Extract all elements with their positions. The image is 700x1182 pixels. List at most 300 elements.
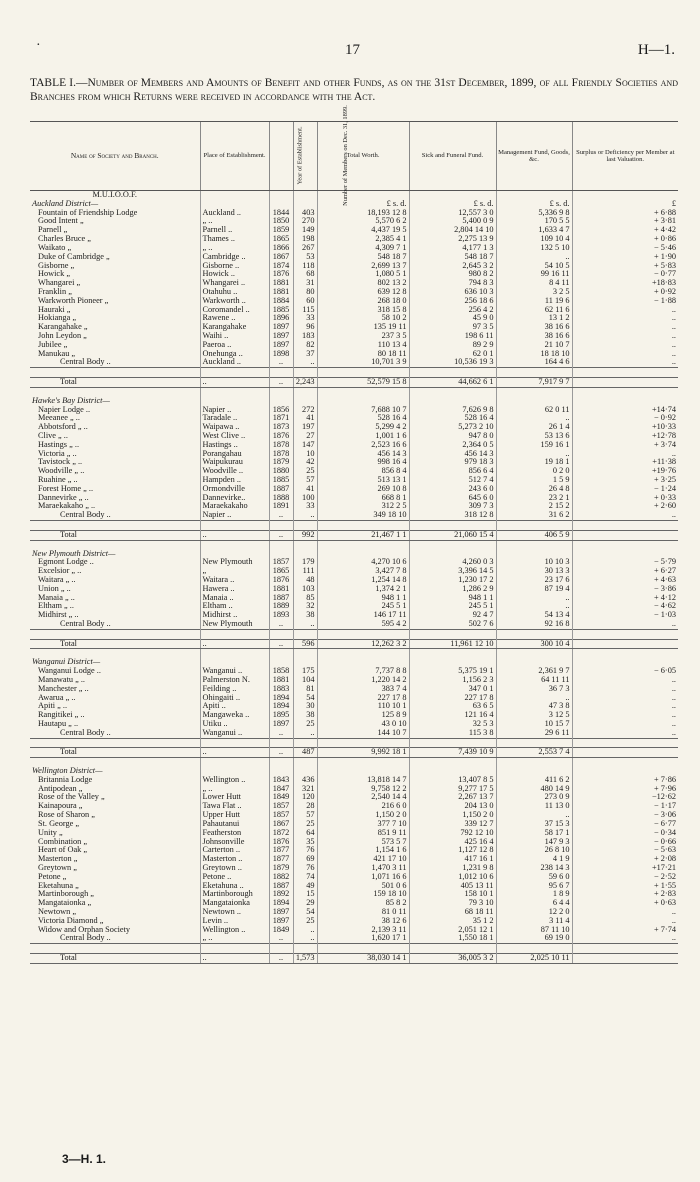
table-cell: − 3·86 bbox=[572, 585, 678, 594]
table-cell: Auckland .. bbox=[200, 209, 269, 218]
table-cell: Forest Home „ .. bbox=[38, 483, 94, 493]
table-cell: 29 bbox=[293, 899, 317, 908]
table-cell: Hampden .. bbox=[200, 476, 269, 485]
table-cell: „ .. bbox=[200, 244, 269, 253]
table-cell: 13,407 8 5 bbox=[409, 776, 496, 785]
table-row bbox=[30, 450, 678, 459]
table-cell: 1874 bbox=[269, 262, 293, 271]
table-cell: 33 bbox=[293, 314, 317, 323]
table-cell: 7,917 9 7 bbox=[496, 378, 572, 388]
table-cell: 1867 bbox=[269, 253, 293, 262]
spacer-row bbox=[30, 758, 678, 767]
table-row bbox=[30, 406, 678, 415]
table-cell: 216 6 0 bbox=[317, 802, 409, 811]
table-cell: Central Body .. bbox=[60, 619, 111, 628]
table-cell: Clive „ .. bbox=[38, 430, 68, 440]
table-cell: Maraekakaho bbox=[200, 502, 269, 511]
table-cell: Pahautanui bbox=[200, 820, 269, 829]
table-cell: .. bbox=[496, 414, 572, 423]
table-row bbox=[30, 720, 678, 729]
table-row bbox=[30, 511, 678, 520]
table-row bbox=[30, 209, 678, 218]
district-heading bbox=[30, 397, 678, 406]
table-cell: 41 bbox=[293, 414, 317, 423]
table-cell: 2,275 13 9 bbox=[409, 235, 496, 244]
table-row bbox=[30, 358, 678, 367]
table-cell: 1 5 9 bbox=[496, 476, 572, 485]
table-cell: 30 bbox=[293, 702, 317, 711]
table-cell: 1849 bbox=[269, 926, 293, 935]
table-cell: 528 16 4 bbox=[317, 414, 409, 423]
table-cell: 502 7 6 bbox=[409, 620, 496, 629]
table-cell bbox=[293, 521, 317, 531]
table-cell: − 0·77 bbox=[572, 270, 678, 279]
table-cell: St. George „ bbox=[38, 818, 80, 828]
table-cell: + 4·42 bbox=[572, 226, 678, 235]
table-cell bbox=[409, 387, 496, 396]
table-cell: .. bbox=[269, 934, 293, 943]
table-cell: £ s. d. bbox=[409, 200, 496, 209]
table-cell: Eltham „ .. bbox=[38, 601, 74, 611]
table-cell: 1876 bbox=[269, 838, 293, 847]
table-cell: 135 19 11 bbox=[317, 323, 409, 332]
table-cell bbox=[269, 521, 293, 531]
table-cell: 53 bbox=[293, 253, 317, 262]
table-cell: 23 2 1 bbox=[496, 494, 572, 503]
table-cell: 58 10 2 bbox=[317, 314, 409, 323]
table-cell: .. bbox=[293, 926, 317, 935]
district-heading bbox=[30, 550, 678, 559]
table-cell: Whangarei .. bbox=[200, 279, 269, 288]
table-cell: .. bbox=[293, 729, 317, 738]
table-cell: 1,620 17 1 bbox=[317, 934, 409, 943]
table-cell: Parnell .. bbox=[200, 226, 269, 235]
table-cell: 243 6 0 bbox=[409, 485, 496, 494]
table-cell: 37 bbox=[293, 350, 317, 359]
table-cell: Jubilee „ bbox=[38, 339, 68, 349]
table-cell bbox=[200, 649, 269, 658]
table-cell: Ormondville bbox=[200, 485, 269, 494]
table-cell: 1887 bbox=[269, 485, 293, 494]
table-cell: .. bbox=[269, 530, 293, 540]
table-cell: 5,299 4 2 bbox=[317, 423, 409, 432]
table-cell: Lower Hutt bbox=[200, 793, 269, 802]
table-cell: 118 bbox=[293, 262, 317, 271]
table-cell: +12·78 bbox=[572, 432, 678, 441]
table-row bbox=[30, 314, 678, 323]
table-cell: „ .. bbox=[200, 785, 269, 794]
table-cell bbox=[200, 540, 269, 549]
district-heading bbox=[30, 658, 678, 667]
table-cell: 3,396 14 5 bbox=[409, 567, 496, 576]
table-cell: Victoria „ .. bbox=[38, 448, 77, 458]
table-row bbox=[30, 458, 678, 467]
table-cell: 1882 bbox=[269, 873, 293, 882]
table-cell: 1858 bbox=[269, 667, 293, 676]
table-body bbox=[30, 191, 678, 964]
table-cell: 309 7 3 bbox=[409, 502, 496, 511]
table-cell: 1,220 14 2 bbox=[317, 676, 409, 685]
table-cell: 1867 bbox=[269, 820, 293, 829]
table-cell: Onehunga .. bbox=[200, 350, 269, 359]
table-cell: .. bbox=[572, 676, 678, 685]
table-cell bbox=[269, 649, 293, 658]
table-cell: .. bbox=[572, 711, 678, 720]
table-row bbox=[30, 494, 678, 503]
table-cell: 87 11 10 bbox=[496, 926, 572, 935]
table-cell: Manukau „ bbox=[38, 348, 76, 358]
table-cell: .. bbox=[200, 378, 269, 388]
table-cell: 62 0 11 bbox=[496, 406, 572, 415]
table-cell: 31 bbox=[293, 279, 317, 288]
table-row bbox=[30, 846, 678, 855]
table-cell: 595 4 2 bbox=[317, 620, 409, 629]
table-cell: 80 bbox=[293, 288, 317, 297]
table-cell: 9,992 18 1 bbox=[317, 748, 409, 758]
spacer-row bbox=[30, 540, 678, 549]
table-cell: .. bbox=[496, 253, 572, 262]
table-cell: 1881 bbox=[269, 585, 293, 594]
table-cell bbox=[317, 758, 409, 767]
table-cell: Tavistock „ .. bbox=[38, 457, 83, 467]
table-cell: 1 8 9 bbox=[496, 890, 572, 899]
table-cell: 1884 bbox=[269, 297, 293, 306]
table-cell: 1871 bbox=[269, 414, 293, 423]
col-members-label: Number of Members on Dec. 31, 1899. bbox=[341, 105, 349, 207]
table-cell: 147 bbox=[293, 441, 317, 450]
table-cell: 272 bbox=[293, 406, 317, 415]
table-cell: + 7·96 bbox=[572, 785, 678, 794]
table-cell: Abbotsford „ .. bbox=[38, 422, 88, 432]
table-cell: 1873 bbox=[269, 423, 293, 432]
table-cell: Martinborough bbox=[200, 890, 269, 899]
table-cell: 13 1 2 bbox=[496, 314, 572, 323]
table-cell: .. bbox=[572, 729, 678, 738]
table-cell: Waikato „ bbox=[38, 242, 72, 252]
table-row bbox=[30, 567, 678, 576]
table-row bbox=[30, 502, 678, 511]
table-cell: 95 6 7 bbox=[496, 882, 572, 891]
table-cell: 256 4 2 bbox=[409, 306, 496, 315]
table-cell: 5,570 6 2 bbox=[317, 217, 409, 226]
table-cell: Midhirst .. bbox=[200, 611, 269, 620]
table-cell: + 3·25 bbox=[572, 476, 678, 485]
table-cell: 421 17 10 bbox=[317, 855, 409, 864]
table-cell: − 1·88 bbox=[572, 297, 678, 306]
table-cell: 573 5 7 bbox=[317, 838, 409, 847]
table-cell: 1887 bbox=[269, 882, 293, 891]
table-cell bbox=[572, 521, 678, 531]
table-cell: 501 0 6 bbox=[317, 882, 409, 891]
table-cell: Upper Hutt bbox=[200, 811, 269, 820]
table-cell: .. bbox=[572, 934, 678, 943]
table-cell: 1,231 9 8 bbox=[409, 864, 496, 873]
table-cell: 947 8 0 bbox=[409, 432, 496, 441]
table-cell: Hauraki „ bbox=[38, 304, 71, 314]
table-cell: 64 11 11 bbox=[496, 676, 572, 685]
col-sick: Sick and Funeral Fund. bbox=[409, 122, 496, 191]
table-cell: 1894 bbox=[269, 694, 293, 703]
table-cell: 1,286 2 9 bbox=[409, 585, 496, 594]
table-cell: − 2·52 bbox=[572, 873, 678, 882]
table-cell bbox=[572, 191, 678, 200]
table-cell: 417 16 1 bbox=[409, 855, 496, 864]
table-cell: Petone .. bbox=[200, 873, 269, 882]
table-cell: 159 16 1 bbox=[496, 441, 572, 450]
table-cell: 596 bbox=[293, 639, 317, 649]
table-cell: Napier Lodge .. bbox=[38, 404, 91, 414]
table-cell: Woodville .. bbox=[200, 467, 269, 476]
table-cell: 5,375 19 1 bbox=[409, 667, 496, 676]
table-cell: 548 18 7 bbox=[317, 253, 409, 262]
table-cell bbox=[293, 387, 317, 396]
table-row bbox=[30, 585, 678, 594]
table-cell: 245 5 1 bbox=[317, 602, 409, 611]
table-row bbox=[30, 934, 678, 943]
table-cell bbox=[572, 368, 678, 378]
table-cell: Unity „ bbox=[38, 827, 63, 837]
table-cell: 1,633 4 7 bbox=[496, 226, 572, 235]
table-row bbox=[30, 702, 678, 711]
table-cell: 9,277 17 5 bbox=[409, 785, 496, 794]
table-cell: 318 12 8 bbox=[409, 511, 496, 520]
header-dot: · bbox=[36, 38, 41, 53]
table-cell: 1883 bbox=[269, 685, 293, 694]
table-cell: Waitara „ .. bbox=[38, 574, 76, 584]
table-cell: 10 15 7 bbox=[496, 720, 572, 729]
table-cell: .. bbox=[200, 748, 269, 758]
table-cell: „ bbox=[200, 567, 269, 576]
table-cell: 62 0 1 bbox=[409, 350, 496, 359]
table-cell: Johnsonville bbox=[200, 838, 269, 847]
table-cell: .. bbox=[293, 511, 317, 520]
table-cell: 42 bbox=[293, 458, 317, 467]
table-cell: 1,150 2 0 bbox=[409, 811, 496, 820]
table-cell: Central Body .. bbox=[60, 357, 111, 367]
table-cell: „ .. bbox=[200, 934, 269, 943]
table-cell: + 0·92 bbox=[572, 288, 678, 297]
table-cell: + 7·74 bbox=[572, 926, 678, 935]
table-cell: 82 bbox=[293, 341, 317, 350]
table-cell bbox=[293, 758, 317, 767]
table-cell: Combination „ bbox=[38, 836, 88, 846]
table-cell bbox=[572, 649, 678, 658]
table-cell: John Leydon „ bbox=[38, 331, 87, 340]
table-cell: 68 bbox=[293, 270, 317, 279]
table-cell: 26 4 8 bbox=[496, 485, 572, 494]
table-cell: 38 16 6 bbox=[496, 332, 572, 341]
table-cell: Rawene .. bbox=[200, 314, 269, 323]
table-row bbox=[30, 694, 678, 703]
table-cell: 403 bbox=[293, 209, 317, 218]
table-cell: 11 19 6 bbox=[496, 297, 572, 306]
table-cell: Ruahine „ .. bbox=[38, 475, 78, 484]
table-cell: 12,262 3 2 bbox=[317, 639, 409, 649]
table-cell: 3 2 5 bbox=[496, 288, 572, 297]
table-cell: 270 bbox=[293, 217, 317, 226]
table-cell: − 1·17 bbox=[572, 802, 678, 811]
table-cell: 64 bbox=[293, 829, 317, 838]
table-cell: Mangataionka bbox=[200, 899, 269, 908]
table-cell: 1881 bbox=[269, 676, 293, 685]
table-cell: 115 3 8 bbox=[409, 729, 496, 738]
table-cell: 18,193 12 8 bbox=[317, 209, 409, 218]
table-cell: 159 18 10 bbox=[317, 890, 409, 899]
table-cell: West Clive .. bbox=[200, 432, 269, 441]
table-cell: Greytown .. bbox=[200, 864, 269, 873]
table-cell bbox=[30, 368, 200, 378]
table-cell: 33 bbox=[293, 502, 317, 511]
table-cell: 3 12 5 bbox=[496, 711, 572, 720]
table-cell: .. bbox=[269, 729, 293, 738]
table-cell: 99 16 11 bbox=[496, 270, 572, 279]
table-cell: .. bbox=[269, 511, 293, 520]
table-cell: Parnell „ bbox=[38, 225, 68, 235]
table-cell: 269 10 8 bbox=[317, 485, 409, 494]
table-cell: 57 bbox=[293, 476, 317, 485]
table-row bbox=[30, 864, 678, 873]
table-cell: 30 13 3 bbox=[496, 567, 572, 576]
table-cell: 92 4 7 bbox=[409, 611, 496, 620]
table-cell: 1847 bbox=[269, 785, 293, 794]
table-row bbox=[30, 414, 678, 423]
table-cell: 238 14 3 bbox=[496, 864, 572, 873]
table-cell: + 0·63 bbox=[572, 899, 678, 908]
spacer-row bbox=[30, 649, 678, 658]
table-cell: 81 0 11 bbox=[317, 908, 409, 917]
table-cell: 7,626 9 8 bbox=[409, 406, 496, 415]
table-cell: 80 18 11 bbox=[317, 350, 409, 359]
table-cell bbox=[293, 629, 317, 639]
table-row bbox=[30, 676, 678, 685]
table-cell: 2,243 bbox=[293, 378, 317, 388]
table-cell: Kainapoura „ bbox=[38, 801, 83, 811]
table-cell: + 2·08 bbox=[572, 855, 678, 864]
table-cell: 36,005 3 2 bbox=[409, 954, 496, 964]
table-row bbox=[30, 620, 678, 629]
table-cell: 35 1 2 bbox=[409, 917, 496, 926]
table-cell: + 6·88 bbox=[572, 209, 678, 218]
district-heading bbox=[30, 767, 678, 776]
table-cell: 268 18 0 bbox=[317, 297, 409, 306]
table-cell: 1891 bbox=[269, 502, 293, 511]
table-cell: 5,336 9 8 bbox=[496, 209, 572, 218]
table-cell bbox=[409, 540, 496, 549]
table-cell: Central Body .. bbox=[60, 933, 111, 943]
table-cell: Taradale .. bbox=[200, 414, 269, 423]
table-cell: 227 17 8 bbox=[317, 694, 409, 703]
table-cell: Eketahuna „ bbox=[38, 880, 79, 890]
table-cell bbox=[269, 387, 293, 396]
total-row bbox=[30, 530, 678, 540]
table-cell: 146 17 11 bbox=[317, 611, 409, 620]
table-cell: .. bbox=[496, 811, 572, 820]
table-cell bbox=[317, 521, 409, 531]
table-cell bbox=[496, 540, 572, 549]
table-cell: 10 bbox=[293, 450, 317, 459]
table-cell bbox=[317, 649, 409, 658]
table-cell: 1857 bbox=[269, 811, 293, 820]
table-cell: 2 15 2 bbox=[496, 502, 572, 511]
table-cell: 1843 bbox=[269, 776, 293, 785]
table-cell: 1889 bbox=[269, 602, 293, 611]
table-cell: Total bbox=[30, 639, 200, 649]
table-cell bbox=[293, 191, 317, 200]
table-cell: Hastings .. bbox=[200, 441, 269, 450]
table-cell: Carterton .. bbox=[200, 846, 269, 855]
table-cell: 11,961 12 10 bbox=[409, 639, 496, 649]
col-name: Name of Society and Branch. bbox=[30, 122, 200, 191]
table-cell: Wanganui .. bbox=[200, 729, 269, 738]
table-cell: 12,557 3 0 bbox=[409, 209, 496, 218]
table-cell: Manawatu „ .. bbox=[38, 674, 85, 684]
rule-row bbox=[30, 629, 678, 639]
table-cell: Victoria Diamond „ bbox=[38, 915, 104, 925]
table-cell: 92 16 8 bbox=[496, 620, 572, 629]
table-cell: Wellington .. bbox=[200, 926, 269, 935]
table-cell: 9,758 12 2 bbox=[317, 785, 409, 794]
table-cell bbox=[572, 639, 678, 649]
table-cell: 383 7 4 bbox=[317, 685, 409, 694]
table-cell: 2,523 16 6 bbox=[317, 441, 409, 450]
table-cell: 85 8 2 bbox=[317, 899, 409, 908]
table-cell: Karangahake „ bbox=[38, 322, 88, 332]
table-cell: 513 13 1 bbox=[317, 476, 409, 485]
table-cell bbox=[572, 540, 678, 549]
table-cell: 2,139 3 11 bbox=[317, 926, 409, 935]
table-cell: 1880 bbox=[269, 467, 293, 476]
table-cell bbox=[200, 758, 269, 767]
table-cell: 1,254 14 8 bbox=[317, 576, 409, 585]
table-cell bbox=[572, 378, 678, 388]
table-cell: Waipawa .. bbox=[200, 423, 269, 432]
table-cell: 97 3 5 bbox=[409, 323, 496, 332]
table-cell: 1894 bbox=[269, 702, 293, 711]
table-cell bbox=[293, 649, 317, 658]
table-cell: Manaia „ .. bbox=[38, 592, 75, 602]
table-cell: Dannevirke „ .. bbox=[38, 492, 89, 502]
table-cell: 35 bbox=[293, 838, 317, 847]
table-row bbox=[30, 838, 678, 847]
table-cell: Central Body .. bbox=[60, 727, 111, 737]
table-cell: 74 bbox=[293, 873, 317, 882]
table-row bbox=[30, 793, 678, 802]
table-cell: 198 6 11 bbox=[409, 332, 496, 341]
table-cell bbox=[269, 540, 293, 549]
table-cell: Manchester „ .. bbox=[38, 683, 89, 693]
table-cell: Egmont Lodge .. bbox=[38, 557, 94, 567]
table-cell: 21,467 1 1 bbox=[317, 530, 409, 540]
table-cell: 979 18 3 bbox=[409, 458, 496, 467]
col-year-label: Year of Establishment. bbox=[296, 126, 304, 185]
table-cell: Apiti „ .. bbox=[38, 701, 68, 711]
table-cell: 59 6 0 bbox=[496, 873, 572, 882]
table-cell: .. bbox=[572, 917, 678, 926]
table-cell: 4,437 19 5 bbox=[317, 226, 409, 235]
table-cell: 69 19 0 bbox=[496, 934, 572, 943]
table-cell: Masterton .. bbox=[200, 855, 269, 864]
table-cell: .. bbox=[293, 358, 317, 367]
table-cell: Hautapu „ .. bbox=[38, 718, 79, 728]
table-cell: .. bbox=[496, 594, 572, 603]
table-cell: 36 7 3 bbox=[496, 685, 572, 694]
table-cell: 1897 bbox=[269, 332, 293, 341]
table-cell: 2,364 0 5 bbox=[409, 441, 496, 450]
table-cell: 227 17 8 bbox=[409, 694, 496, 703]
col-year bbox=[269, 122, 304, 191]
table-cell: Charles Bruce „ bbox=[38, 234, 91, 244]
table-row bbox=[30, 829, 678, 838]
